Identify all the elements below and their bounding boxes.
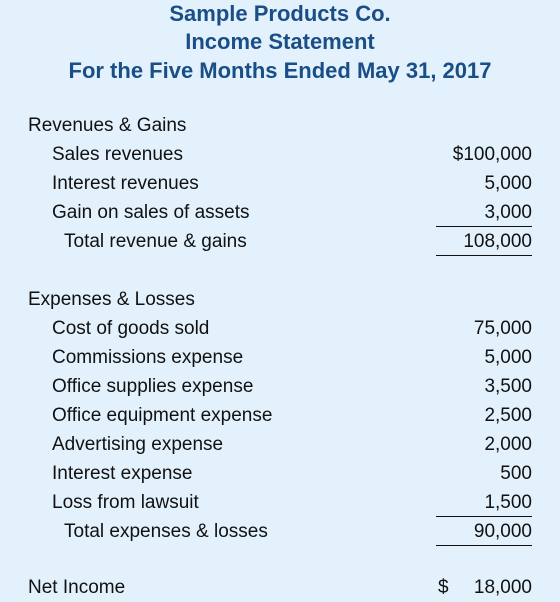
expenses-heading: Expenses & Losses	[28, 289, 195, 310]
revenue-row	[0, 199, 560, 227]
expense-row	[0, 431, 560, 459]
statement-period: For the Five Months Ended May 31, 2017	[68, 58, 492, 83]
revenue-total-amount: 108,000	[463, 231, 532, 252]
revenue-row	[0, 170, 560, 198]
net-income-currency: $	[438, 577, 449, 598]
expense-amount: 2,500	[484, 405, 532, 426]
expense-label: Interest expense	[52, 463, 193, 484]
expense-total-label: Total expenses & losses	[64, 521, 268, 542]
revenue-total-label: Total revenue & gains	[64, 231, 247, 252]
revenue-total-row	[0, 228, 560, 256]
revenue-subtotal-rule	[436, 226, 532, 227]
net-income-label: Net Income	[28, 577, 126, 598]
net-income-amount: 18,000	[473, 577, 532, 598]
expense-label: Office supplies expense	[52, 376, 254, 397]
expenses-heading-row	[0, 286, 560, 314]
expense-row	[0, 460, 560, 488]
company-name: Sample Products Co.	[169, 1, 391, 26]
revenue-label: Interest revenues	[52, 173, 199, 194]
revenue-total-rule	[436, 255, 532, 256]
expense-total-amount: 90,000	[473, 521, 532, 542]
revenue-amount: 3,000	[484, 202, 532, 223]
expense-row	[0, 344, 560, 372]
expense-total-rule	[436, 545, 532, 546]
expense-row	[0, 315, 560, 343]
expense-amount: 2,000	[484, 434, 532, 455]
net-income-row	[0, 574, 560, 602]
revenue-amount: 5,000	[484, 173, 532, 194]
expense-label: Commissions expense	[52, 347, 244, 368]
expense-label: Cost of goods sold	[52, 318, 210, 339]
expense-amount: 75,000	[473, 318, 532, 339]
expense-label: Loss from lawsuit	[52, 492, 199, 513]
expense-row	[0, 402, 560, 430]
revenue-label: Gain on sales of assets	[52, 202, 250, 223]
revenue-label: Sales revenues	[52, 144, 183, 165]
expense-row	[0, 489, 560, 517]
revenues-heading: Revenues & Gains	[28, 115, 187, 136]
revenues-heading-row	[0, 112, 560, 140]
expense-label: Advertising expense	[52, 434, 224, 455]
expense-row	[0, 373, 560, 401]
expense-amount: 1,500	[484, 492, 532, 513]
expense-total-row	[0, 518, 560, 546]
revenue-amount: $100,000	[452, 144, 532, 165]
expense-amount: 3,500	[484, 376, 532, 397]
statement-title: Income Statement	[185, 29, 375, 54]
expense-label: Office equipment expense	[52, 405, 273, 426]
expense-amount: 500	[500, 463, 532, 484]
expense-subtotal-rule	[436, 516, 532, 517]
expense-amount: 5,000	[484, 347, 532, 368]
revenue-row	[0, 141, 560, 169]
